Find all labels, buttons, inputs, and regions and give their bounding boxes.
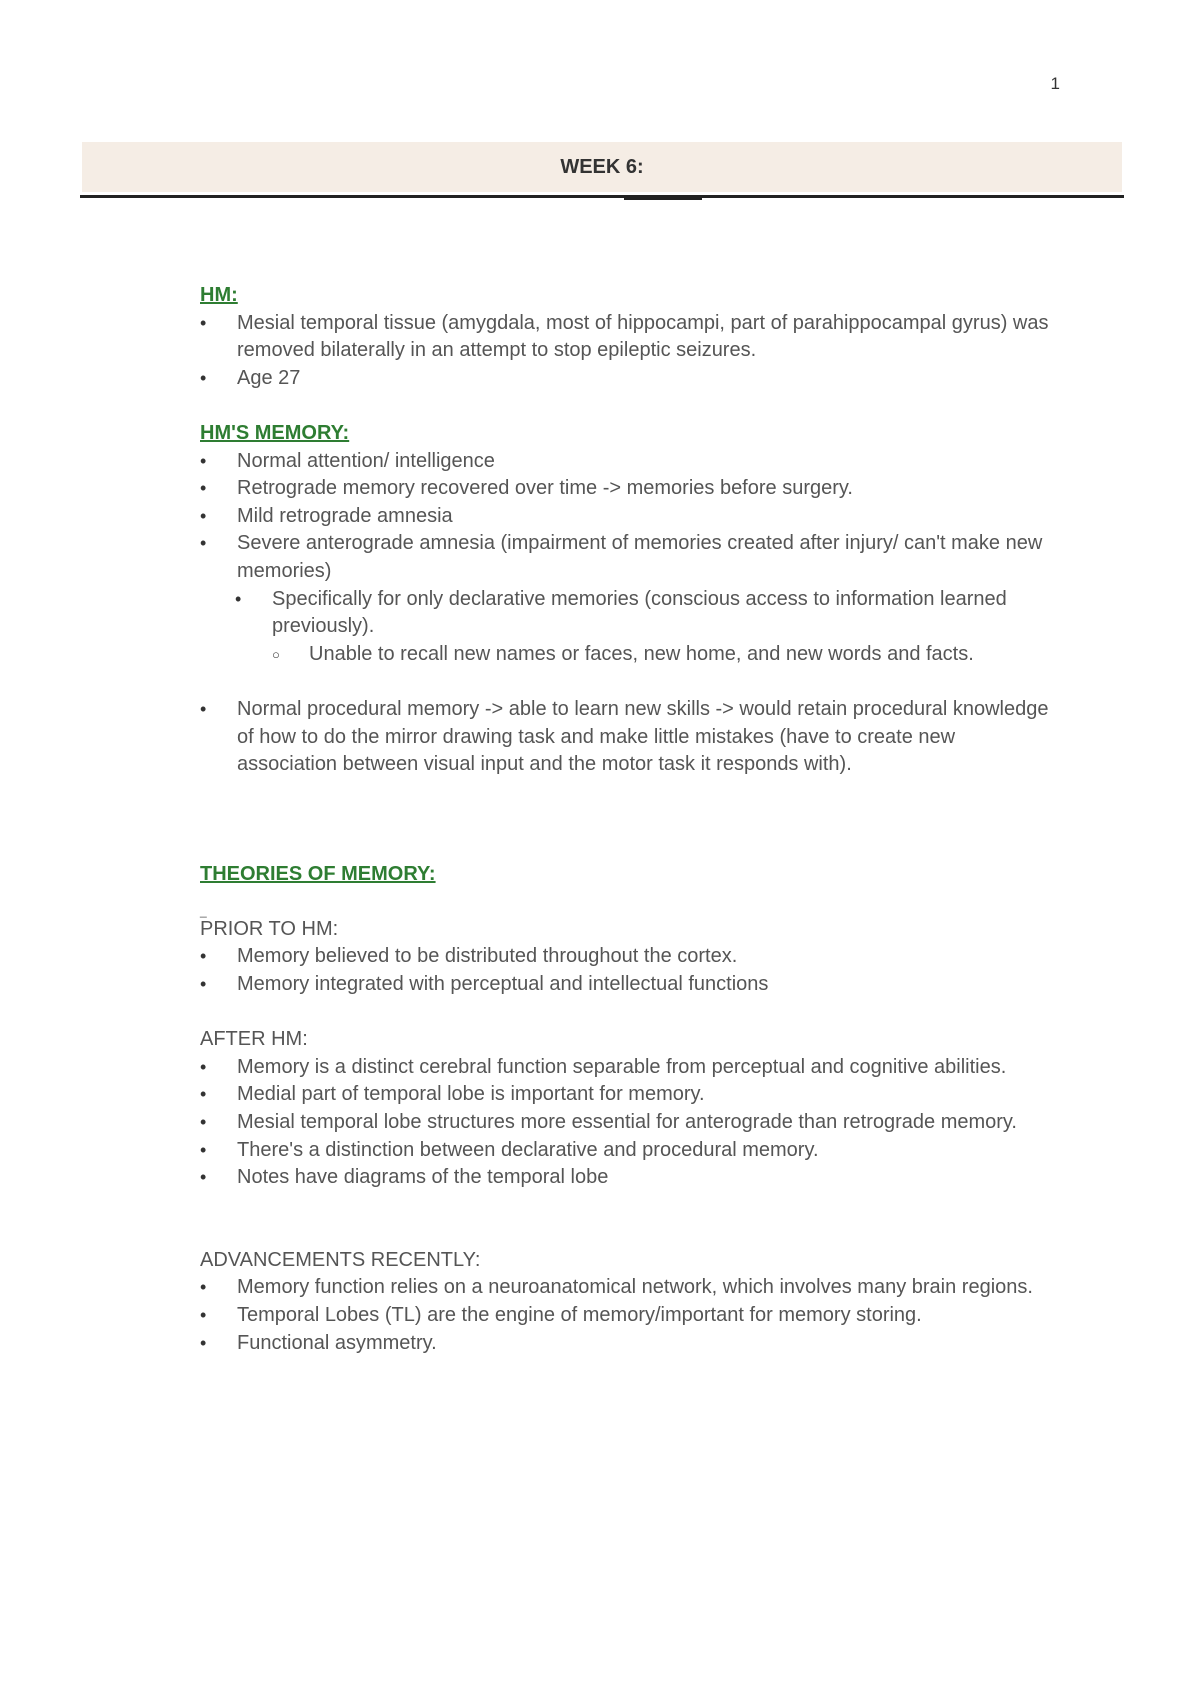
list-item: • Memory integrated with perceptual and intellectual functions: [200, 971, 1060, 999]
list-item: • Notes have diagrams of the temporal lobe: [200, 1164, 1060, 1192]
prior-list: [200, 943, 1060, 998]
advancements-label: ADVANCEMENTS RECENTLY:: [200, 1248, 481, 1271]
hm-memory-subsublist: [272, 641, 1060, 669]
list-item: • Specifically for only declarative memories (conscious access to information learned previously).: [235, 586, 1060, 641]
header-rule: [80, 195, 1124, 198]
stray-mark-text: _: [200, 904, 207, 919]
hm-heading: HM:: [200, 284, 238, 306]
list-item: • Normal attention/ intelligence: [200, 448, 1060, 476]
list-item: • Memory believed to be distributed throughout the cortex.: [200, 943, 1060, 971]
list-item: • Mesial temporal tissue (amygdala, most of hippocampi, part of parahippocampal gyrus) was removed bilaterally in an attempt to stop epileptic seizures.: [200, 310, 1060, 365]
list-item: • Memory function relies on a neuroanatomical network, which involves many brain regions.: [200, 1274, 1060, 1302]
list-item: • Temporal Lobes (TL) are the engine of memory/important for memory storing.: [200, 1302, 1060, 1330]
theories-heading: THEORIES OF MEMORY:: [200, 862, 436, 885]
advancements-list: [200, 1274, 1060, 1357]
list-item: • Normal procedural memory -> able to learn new skills -> would retain procedural knowledge of how to do the mirror drawing task and make little mistakes (have to create new association between visual input and the motor task it responds with).: [200, 696, 1060, 779]
hm-memory-list: [200, 448, 1060, 586]
list-item: ○ Unable to recall new names or faces, new home, and new words and facts.: [272, 641, 1060, 669]
list-item: • Mesial temporal lobe structures more essential for anterograde than retrograde memory.: [200, 1109, 1060, 1137]
after-hm-label: AFTER HM:: [200, 1028, 308, 1051]
list-item: • There's a distinction between declarative and procedural memory.: [200, 1137, 1060, 1165]
list-item: • Age 27: [200, 365, 1060, 393]
hm-memory-heading: HM'S MEMORY:: [200, 421, 350, 444]
hm-memory-final-list: [200, 696, 1060, 779]
list-item: • Severe anterograde amnesia (impairment of memories created after injury/ can't make new memories): [200, 530, 1060, 585]
list-item: • Medial part of temporal lobe is important for memory.: [200, 1081, 1060, 1109]
document-body: [200, 282, 1060, 1357]
after-list: [200, 1054, 1060, 1192]
page-title: WEEK 6:: [560, 156, 644, 178]
hm-memory-sublist: [235, 586, 1060, 641]
list-item: • Mild retrograde amnesia: [200, 503, 1060, 531]
list-item: • Memory is a distinct cerebral function separable from perceptual and cognitive abilities.: [200, 1054, 1060, 1082]
hm-list: [200, 310, 1060, 393]
header-rule-accent: [624, 197, 702, 200]
list-item: • Functional asymmetry.: [200, 1330, 1060, 1358]
prior-to-hm-label: PRIOR TO HM:: [200, 917, 339, 940]
page-number: 1: [1050, 74, 1060, 93]
list-item: • Retrograde memory recovered over time -> memories before surgery.: [200, 475, 1060, 503]
stray-mark: [200, 888, 1060, 919]
hm-memory-subsublist-wrap: [235, 641, 1060, 669]
